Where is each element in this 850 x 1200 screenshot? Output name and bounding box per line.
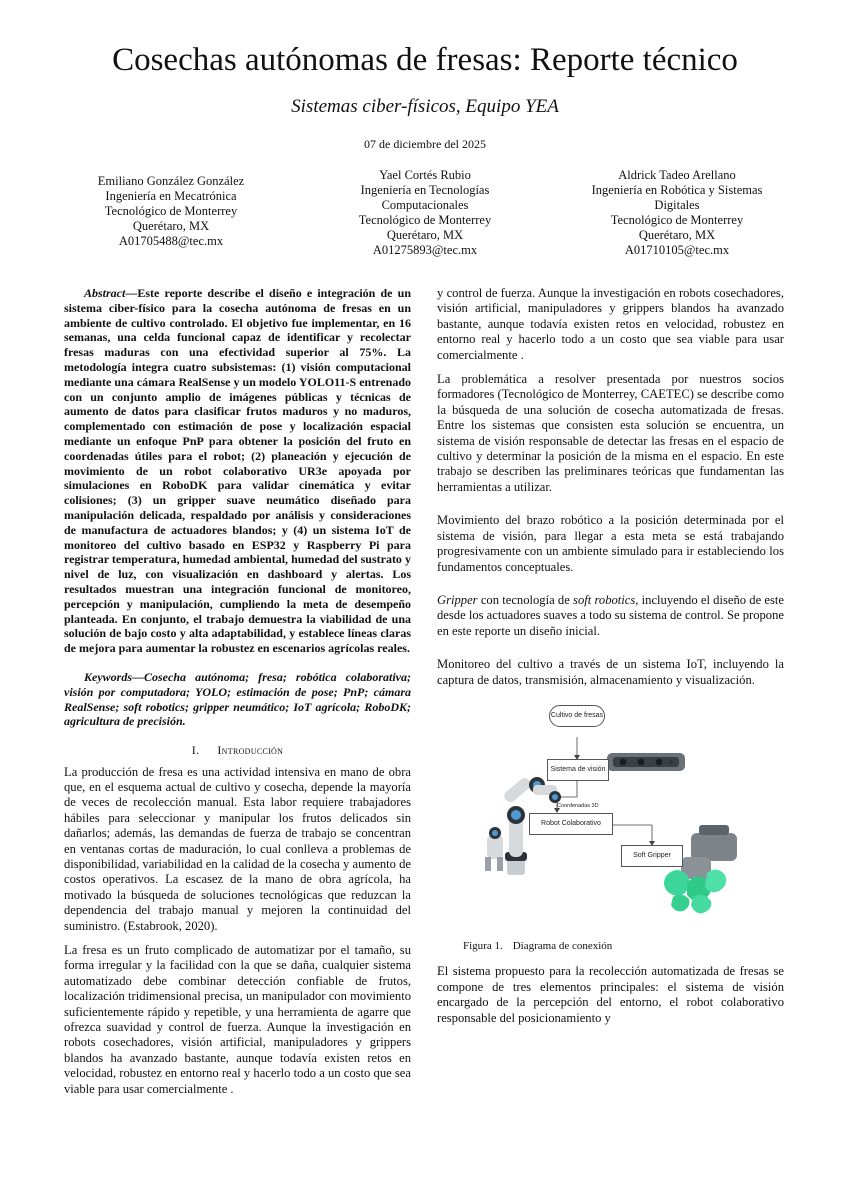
node-vision-system: Sistema de visión: [547, 759, 609, 781]
intro-paragraph-2-cont: y control de fuerza. Aunque la investigación en robots cosechadores, visión artificial, manipuladores y grippers blandos ha avanzado bastante, aunque todavía existen retos en velocidad, robustez en entorno real y hacerlo todo a un costo que sea viable para usar comercialmente .: [437, 286, 784, 362]
soft-gripper-icon: [664, 825, 737, 913]
author-institution: Tecnológico de Monterrey: [610, 213, 744, 227]
right-column: [437, 286, 784, 1035]
intro-paragraph-6: Monitoreo del cultivo a través de un sistema IoT, incluyendo la captura de datos, transmisión, almacenamiento y visualización.: [437, 657, 784, 687]
paper-subtitle: Sistemas ciber-físicos, Equipo YEA: [291, 96, 559, 117]
intro-paragraph-5-part-a: con tecnología de: [477, 592, 574, 607]
author-block: [562, 168, 792, 258]
intro-paragraph-7: El sistema propuesto para la recolección automatizada de fresas se compone de tres elementos principales: el sistema de visión encargado de la percepción del entorno, el robot colaborativo responsable del posicionamiento y: [437, 964, 784, 1025]
intro-paragraph-4: Movimiento del brazo robótico a la posición determinada por el sistema de visión, para llegar a esta meta se está trabajando progresivamente con un ambiente simulado para ir estableciendo los fundamentos conceptuales.: [437, 513, 784, 574]
figure-caption-text: Diagrama de conexión: [512, 939, 613, 952]
intro-paragraph-5: [437, 593, 784, 639]
section-title: Introducción: [217, 743, 284, 758]
node-collaborative-robot: Robot Colaborativo: [529, 813, 613, 835]
gripper-term: Gripper: [437, 592, 478, 607]
figure-caption: [463, 939, 784, 954]
author-email: A01275893@tec.mx: [372, 243, 478, 257]
author-city: Querétaro, MX: [386, 228, 464, 242]
author-name: Yael Cortés Rubio: [379, 168, 471, 182]
soft-robotics-term: soft robotics: [573, 592, 636, 607]
author-institution: Tecnológico de Monterrey: [104, 204, 238, 218]
intro-paragraph-5-part-b: , incluyendo el diseño de este desde los actuadores suaves a todo su sistema de control. Se propone en este reporte un diseño inicial.: [437, 592, 784, 638]
abstract: [64, 286, 411, 656]
camera-icon: [607, 753, 685, 771]
section-heading: [64, 743, 411, 758]
keywords: Keywords—Cosecha autónoma; fresa; robótica colaborativa; visión por computadora; YOLO; estimación de pose; PnP; cámara RealSense; soft robotics; gripper neumático; IoT agrícola; RoboDK; agricultura de precisión.: [64, 669, 411, 729]
author-name: Aldrick Tadeo Arellano: [618, 168, 736, 182]
paper-title: Cosechas autónomas de fresas: Reporte técnico: [112, 42, 738, 78]
paper-date: 07 de diciembre del 2025: [364, 137, 486, 151]
author-institution: Tecnológico de Monterrey: [358, 213, 492, 227]
abstract-text: —Este reporte describe el diseño e integración de un sistema ciber-físico para la cosecha autónoma de fresas en un ambiente de cultivo controlado. El objetivo fue implementar, en 16 semanas, una celda funcional capaz de identificar y recolectar fresas maduras con una efectividad superior al 75%. La metodología integra cuatro subsistemas: (1) visión computacional mediante una cámara RealSense y un modelo YOLO11-S entrenado con un conjunto amplio de imágenes públicas y técnicas de aumento de datos para clasificar frutos maduros y no maduros, complementado con estimación de pose y localización espacial mediante un enfoque PnP para obtener la posición del fruto en coordenadas útiles para el robot; (2) planeación y ejecución de movimiento de un robot colaborativo UR3e apoyada por simulaciones en RoboDK para validar cinemática y evitar colisiones; (3) un gripper suave neumático diseñado para manipulación delicada, respaldado por análisis y consideraciones de manufactura de actuadores blandos; y (4) un sistema IoT de monitoreo del cultivo basado en ESP32 y Raspberry Pi para registrar temperatura, humedad ambiental, humedad del sustrato y nivel de luz, con visualización en dashboard y alertas. Los resultados muestran una integración funcional de monitoreo, percepción y manipulación, cumpliendo la meta de desempeño planteada. En conjunto, el trabajo demuestra la viabilidad de una solución de bajo costo y alta adaptabilidad, y establece líneas claras de mejora para aumentar la robustez en escenarios agrícolas reales.: [64, 286, 411, 656]
author-city: Querétaro, MX: [638, 228, 716, 242]
author-department: Ingeniería en Robótica y Sistemas: [591, 183, 763, 197]
author-department: Ingeniería en Mecatrónica: [105, 189, 237, 203]
intro-paragraph-3: La problemática a resolver presentada por nuestros socios formadores (Tecnológico de Monterrey, CAETEC) se describe como la búsqueda de una solución de cosecha automatizada de fresas. Entre los sistemas que consisten esta solución se encuentra, un sistema de visión responsable de detectar las fresas en el espacio de cultivo y determinar la posición de la misma en el espacio. En este trabajo se describen las preliminares teóricas que fundamentan las herramientas a utilizar.: [437, 372, 784, 494]
author-department: Ingeniería en Tecnologías: [360, 183, 490, 197]
section-number: I.: [191, 743, 200, 758]
author-name: Emiliano González González: [97, 174, 245, 188]
author-department-cont: Digitales: [654, 198, 700, 212]
author-block: [310, 168, 540, 258]
node-crop: Cultivo de fresas: [549, 705, 605, 727]
author-city: Querétaro, MX: [132, 219, 210, 233]
figure-number: Figura 1.: [463, 939, 503, 952]
left-column: [64, 286, 411, 1106]
author-email: A01710105@tec.mx: [624, 243, 730, 257]
intro-paragraph-1: La producción de fresa es una actividad intensiva en mano de obra que, en el esquema actual de cultivo y cosecha, depende la mayoría de veces de recolección manual. Esta labor requiere trabajadores hábiles para seleccionar y manipular los frutos delicados sin dañarlos; además, las demandas de fuerza de trabajo se concentran en ventanas cortas de maduración, lo cual conlleva a problemas de disponibilidad, variabilidad en la calidad de la cosecha y aumento de costos operativos. La escasez de la mano de obra agrícola, ha motivado la búsqueda de soluciones tecnológicas que reduzcan la dependencia del trabajo manual y mejoren la continuidad del suministro. (Estabrook, 2020).: [64, 764, 411, 933]
figure-connection-diagram: [437, 697, 784, 937]
intro-paragraph-2: La fresa es un fruto complicado de automatizar por el tamaño, su forma irregular y la facilidad con la que se daña, cualquier sistema automatizado debe combinar detección confiable de frutos, localización tridimensional precisa, un manipulador con movimiento suficientemente rápido y repetible, y una herramienta de agarre que ofrezca suavidad y control de fuerza. Aunque la investigación en robots cosechadores, visión artificial, manipuladores y grippers blandos ha avanzado bastante, aunque todavía existen retos en velocidad, robustez en entorno real y hacerlo todo a un costo que sea viable para usar comercialmente .: [64, 942, 411, 1096]
abstract-label: Abstract: [84, 286, 126, 300]
node-soft-gripper: Soft Gripper: [621, 845, 683, 867]
author-email: A01705488@tec.mx: [118, 234, 224, 248]
author-block: [56, 174, 286, 249]
author-department-cont: Computacionales: [381, 198, 469, 212]
edge-label-coordinates: Coordenadas 3D: [557, 802, 599, 809]
